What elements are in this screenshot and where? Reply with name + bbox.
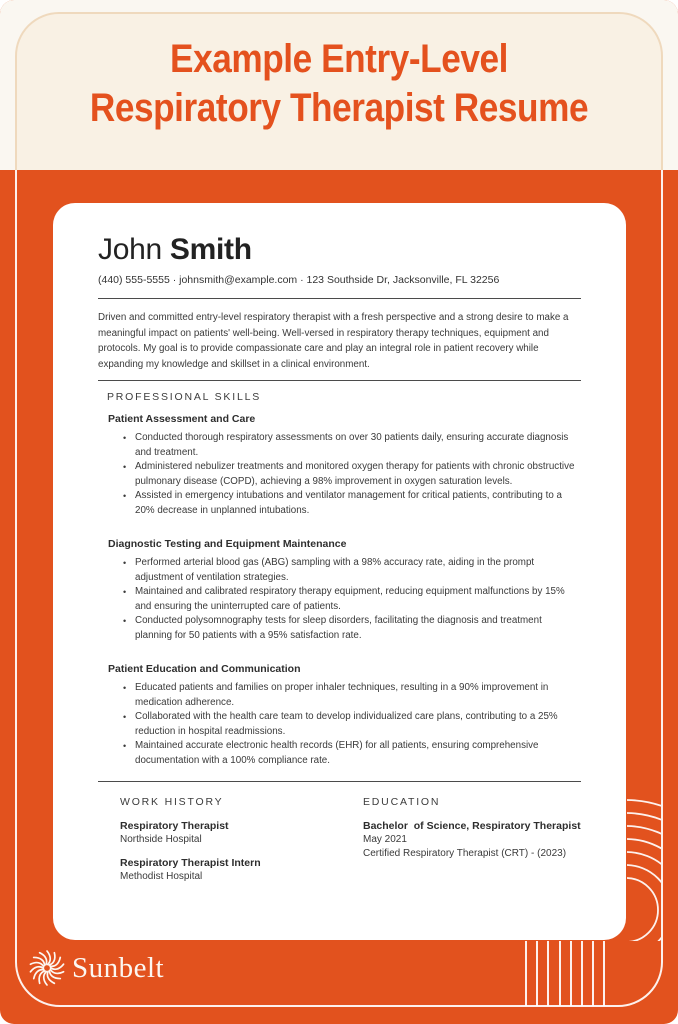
bottom-columns	[98, 796, 581, 884]
skill-bullet-list	[108, 431, 581, 518]
work-entry	[120, 856, 363, 884]
contact-line: (440) 555-5555 · johnsmith@example.com · 123 Southside Dr, Jacksonville, FL 32256	[98, 274, 500, 286]
skill-bullet: • Maintained accurate electronic health records (EHR) for all patients, ensuring comprehensive documentation with a 100% compliance rate.	[108, 739, 581, 768]
divider-summary	[98, 380, 581, 381]
skill-bullet: • Educated patients and families on proper inhaler techniques, resulting in a 90% improvement in medication adherence.	[108, 681, 581, 710]
education-entry	[363, 819, 581, 861]
candidate-name	[98, 233, 581, 267]
skill-bullet: • Collaborated with the health care team to develop individualized care plans, contributing to a 25% reduction in hospital readmissions.	[108, 710, 581, 739]
candidate-last-name: Smith	[169, 233, 252, 266]
skill-bullet: • Conducted polysomnography tests for sleep disorders, facilitating the diagnosis and treatment planning for 50 patients with a 95% satisfaction rate.	[108, 614, 581, 643]
header-banner	[0, 0, 678, 170]
divider-bottom	[98, 781, 581, 782]
skill-bullet: • Conducted thorough respiratory assessments on over 30 patients daily, ensuring accurate diagnosis and treatment.	[108, 431, 581, 460]
brand-logo-text: Sunbelt	[72, 951, 165, 984]
work-entry	[120, 819, 363, 847]
work-history-section	[98, 796, 363, 884]
skill-group-title: Patient Assessment and Care	[108, 413, 256, 425]
skill-group-title: Patient Education and Communication	[108, 663, 301, 675]
graduation-date: May 2021	[363, 834, 407, 845]
brand-logo[interactable]	[26, 947, 164, 989]
page-title	[41, 35, 638, 133]
page-title-line1: Example Entry-Level	[170, 37, 508, 81]
skill-group-education-communication	[108, 663, 581, 768]
resume-card	[53, 203, 626, 940]
summary-paragraph: Driven and committed entry-level respiratory therapist with a fresh perspective and a strong desire to make a meaningful impact on patients' well-being. Well-versed in respiratory therapy techniques, equipment and protocols. My goal is to provide compassionate care and play an integral role in patient recovery while expanding my knowledge and skillset in a clinical environment.	[98, 312, 569, 370]
sun-swirl-icon	[26, 947, 68, 989]
skill-group-assessment	[108, 413, 581, 518]
comb-lines	[526, 941, 604, 1006]
employer-name: Northside Hospital	[120, 834, 202, 845]
page-title-line2: Respiratory Therapist Resume	[89, 86, 589, 130]
job-title: Respiratory Therapist Intern	[120, 857, 261, 869]
skill-group-title: Diagnostic Testing and Equipment Maintenance	[108, 538, 347, 550]
certification-line: Certified Respiratory Therapist (CRT) - (2023)	[363, 848, 567, 859]
skill-bullet: • Administered nebulizer treatments and monitored oxygen therapy for patients with chronic obstructive pulmonary disease (COPD), achieving a 98% improvement in oxygen saturation levels.	[108, 460, 581, 489]
education-section	[363, 796, 581, 884]
skill-group-diagnostic	[108, 538, 581, 643]
section-heading-skills: PROFESSIONAL SKILLS	[107, 391, 262, 403]
skill-bullet-list	[108, 681, 581, 768]
section-heading-work: WORK HISTORY	[120, 796, 224, 808]
section-heading-education: EDUCATION	[363, 796, 441, 808]
candidate-first-name: John	[98, 233, 162, 266]
skill-bullet: • Maintained and calibrated respiratory therapy equipment, reducing equipment malfunctions by 15% and ensuring the uninterrupted care of patients.	[108, 585, 581, 614]
divider-top	[98, 298, 581, 299]
job-title: Respiratory Therapist	[120, 820, 229, 832]
skill-bullet-list	[108, 556, 581, 643]
skill-bullet: • Assisted in emergency intubations and ventilator management for critical patients, contributing to a 20% decrease in unplanned intubations.	[108, 489, 581, 518]
skill-bullet: • Performed arterial blood gas (ABG) sampling with a 98% accuracy rate, aiding in the prompt adjustment of ventilation strategies.	[108, 556, 581, 585]
employer-name: Methodist Hospital	[120, 871, 203, 882]
degree-title: Bachelor of Science, Respiratory Therapist	[363, 820, 581, 832]
